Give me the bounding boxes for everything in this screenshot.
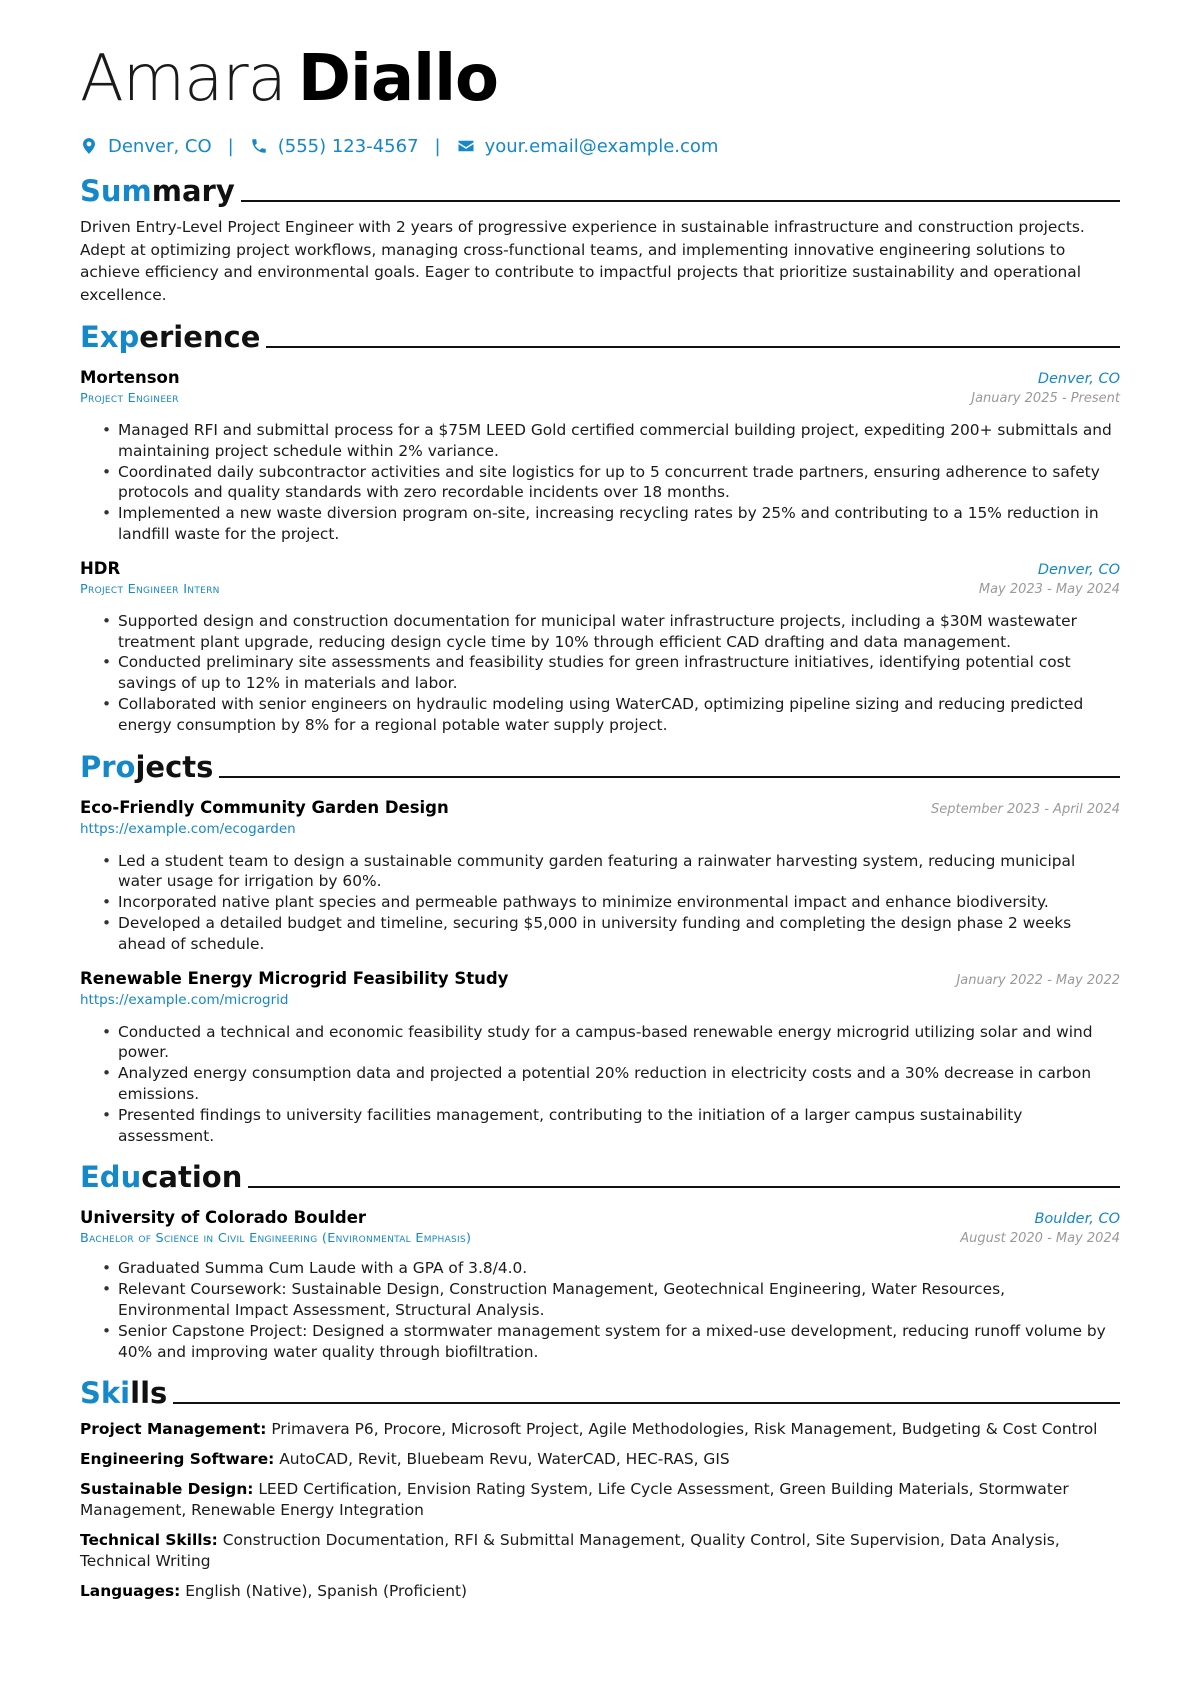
- degree: Bachelor of Science in Civil Engineering (Environmental Emphasis): [80, 1231, 472, 1247]
- education-bullets: [80, 1258, 1120, 1362]
- education-entry: [80, 1208, 1120, 1362]
- project-name: Eco-Friendly Community Garden Design: [80, 797, 449, 817]
- education-heading: [80, 1156, 1120, 1194]
- first-name: Amara: [80, 42, 286, 116]
- skill-row: [80, 1419, 1120, 1440]
- skill-label: Project Management:: [80, 1420, 267, 1439]
- skill-value: Construction Documentation, RFI & Submittal Management, Quality Control, Site Supervision, Data Analysis, Technical Writing: [80, 1531, 1060, 1571]
- skill-row: [80, 1581, 1120, 1602]
- skill-label: Sustainable Design:: [80, 1480, 254, 1499]
- list-item: • Developed a detailed budget and timeline, securing $5,000 in university funding and completing the design phase 2 weeks ahead of schedule.: [118, 913, 1120, 955]
- list-item: • Led a student team to design a sustainable community garden featuring a rainwater harvesting system, reducing municipal water usage for irrigation by 60%.: [118, 851, 1120, 893]
- skill-value: Primavera P6, Procore, Microsoft Project, Agile Methodologies, Risk Management, Budgeting & Cost Control: [271, 1420, 1098, 1439]
- skill-value: AutoCAD, Revit, Bluebeam Revu, WaterCAD, HEC-RAS, GIS: [279, 1450, 730, 1469]
- project-dates: September 2023 - April 2024: [931, 801, 1120, 817]
- section-rule: [173, 1402, 1120, 1404]
- list-item: • Graduated Summa Cum Laude with a GPA of 3.8/4.0.: [118, 1258, 1120, 1279]
- experience-heading: [80, 316, 1120, 354]
- contact-separator: |: [434, 135, 441, 157]
- job-bullets: [80, 611, 1120, 736]
- section-title: Projects: [80, 749, 214, 784]
- section-title: Skills: [80, 1376, 168, 1411]
- section-title: Experience: [80, 320, 261, 354]
- experience-entry: [80, 559, 1120, 736]
- list-item: • Analyzed energy consumption data and projected a potential 20% reduction in electricity costs and a 30% decrease in carbon emissions.: [118, 1063, 1120, 1105]
- projects-heading: [80, 746, 1120, 784]
- skill-label: Technical Skills:: [80, 1531, 218, 1550]
- project-name: Renewable Energy Microgrid Feasibility Study: [80, 968, 509, 988]
- list-item: • Conducted preliminary site assessments and feasibility studies for green infrastructure initiatives, identifying potential cost savings of up to 12% in materials and labor.: [118, 652, 1120, 694]
- section-rule: [219, 776, 1120, 778]
- experience-entry: [80, 368, 1120, 545]
- map-pin-icon: [80, 137, 98, 155]
- skill-value: English (Native), Spanish (Proficient): [185, 1582, 468, 1601]
- skill-label: Engineering Software:: [80, 1450, 275, 1469]
- project-bullets: [80, 1022, 1120, 1147]
- section-title: Education: [80, 1160, 243, 1195]
- summary-text: Driven Entry-Level Project Engineer with 2 years of progressive experience in sustainable infrastructure and construction projects. Adept at optimizing project workflows, managing cross-functional teams, and implementing innovative engineering solutions to achieve efficiency and environmental goals. Eager to contribute to impactful projects that prioritize sustainability and operational excellence.: [80, 218, 1085, 304]
- job-dates: May 2023 - May 2024: [978, 581, 1120, 597]
- list-item: • Relevant Coursework: Sustainable Design, Construction Management, Geotechnical Engineering, Water Resources, Environmental Impact Assessment, Structural Analysis.: [118, 1279, 1120, 1321]
- list-item: • Managed RFI and submittal process for a $75M LEED Gold certified commercial building project, expediting 200+ submittals and maintaining project schedule within 2% variance.: [118, 420, 1120, 462]
- resume-page: [80, 40, 1120, 1602]
- job-dates: January 2025 - Present: [971, 391, 1120, 406]
- skill-label: Languages:: [80, 1582, 181, 1601]
- section-rule: [266, 346, 1120, 348]
- list-item: • Supported design and construction documentation for municipal water infrastructure projects, including a $30M wastewater treatment plant upgrade, reducing design cycle time by 10% through efficient CAD drafting and data management.: [118, 611, 1120, 653]
- list-item: • Implemented a new waste diversion program on-site, increasing recycling rates by 25% and contributing to a 15% reduction in landfill waste for the project.: [118, 503, 1120, 545]
- project-link[interactable]: https://example.com/ecogarden: [80, 820, 296, 837]
- project-dates: January 2022 - May 2022: [956, 972, 1120, 988]
- school-location: Boulder, CO: [1034, 1211, 1120, 1228]
- skills-heading: [80, 1372, 1120, 1410]
- section-rule: [248, 1186, 1120, 1188]
- job-location: Denver, CO: [1037, 371, 1120, 387]
- job-role: Project Engineer: [80, 391, 179, 406]
- job-bullets: [80, 420, 1120, 545]
- list-item: • Senior Capstone Project: Designed a stormwater management system for a mixed-use development, reducing runoff volume by 40% and improving water quality through biofiltration.: [118, 1321, 1120, 1363]
- phone-icon: [250, 137, 268, 155]
- contact-phone[interactable]: [250, 136, 419, 157]
- contact-location: [80, 136, 212, 157]
- location-text: Denver, CO: [108, 135, 212, 157]
- email-link[interactable]: your.email@example.com: [484, 135, 719, 157]
- company-name: Mortenson: [80, 368, 180, 387]
- list-item: • Presented findings to university facilities management, contributing to the initiation of a larger campus sustainability assessment.: [118, 1105, 1120, 1147]
- phone-text: (555) 123-4567: [277, 135, 419, 157]
- contact-separator: |: [227, 135, 234, 157]
- education-dates: August 2020 - May 2024: [960, 1231, 1120, 1247]
- section-title: Summary: [80, 174, 235, 208]
- skill-row: [80, 1530, 1120, 1572]
- project-bullets: [80, 851, 1120, 955]
- project-entry: [80, 969, 1120, 1147]
- contact-email[interactable]: [457, 136, 719, 157]
- list-item: • Conducted a technical and economic feasibility study for a campus-based renewable energy microgrid utilizing solar and wind power.: [118, 1022, 1120, 1064]
- skill-value: LEED Certification, Envision Rating System, Life Cycle Assessment, Green Building Materials, Stormwater Management, Renewable Energy Integration: [80, 1480, 1069, 1520]
- school-name: University of Colorado Boulder: [80, 1208, 367, 1228]
- skill-row: [80, 1449, 1120, 1470]
- section-rule: [241, 200, 1120, 202]
- project-link[interactable]: https://example.com/microgrid: [80, 991, 289, 1008]
- summary-heading: [80, 170, 1120, 208]
- candidate-name: [80, 40, 1120, 118]
- company-name: HDR: [80, 558, 121, 578]
- contact-bar: [80, 132, 1120, 160]
- last-name: Diallo: [297, 42, 498, 116]
- list-item: • Incorporated native plant species and permeable pathways to minimize environmental impact and enhance biodiversity.: [118, 892, 1120, 913]
- job-role: Project Engineer Intern: [80, 581, 220, 597]
- project-entry: [80, 798, 1120, 955]
- job-location: Denver, CO: [1037, 561, 1120, 578]
- envelope-icon: [457, 137, 475, 155]
- skill-row: [80, 1479, 1120, 1521]
- list-item: • Coordinated daily subcontractor activities and site logistics for up to 5 concurrent trade partners, ensuring adherence to safety protocols and quality standards with zero recordable incidents over 18 months.: [118, 462, 1120, 504]
- list-item: • Collaborated with senior engineers on hydraulic modeling using WaterCAD, optimizing pipeline sizing and reducing predicted energy consumption by 8% for a regional potable water supply project.: [118, 694, 1120, 736]
